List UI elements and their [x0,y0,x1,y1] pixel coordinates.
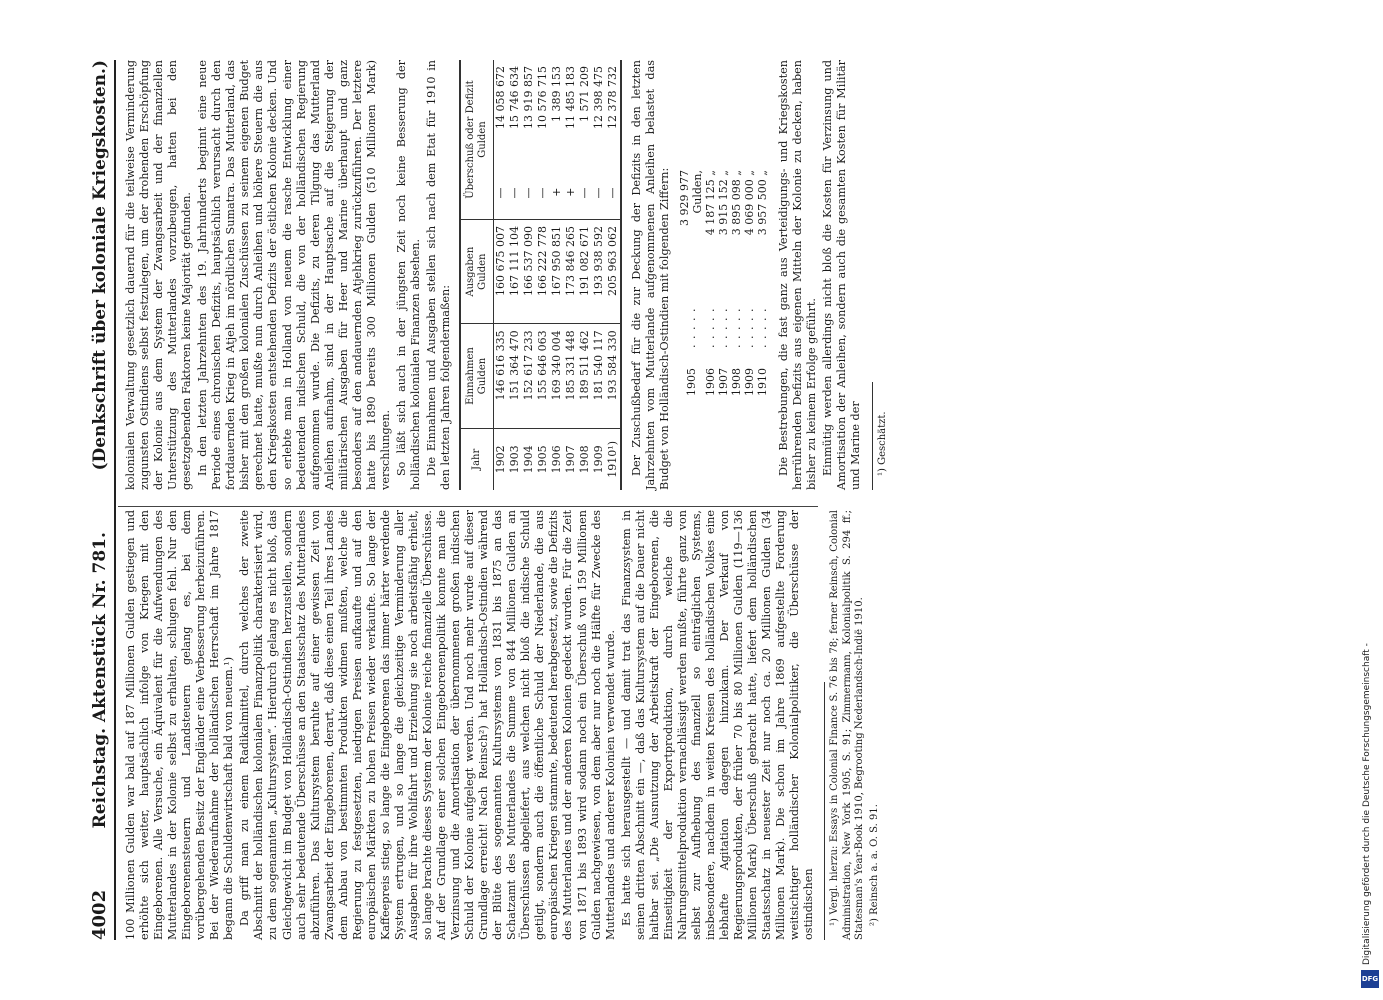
right-paragraph-7: Einmütig werden allerdings nicht bloß die Kosten für Verzinsung und Amortisation der Anleihen, sondern auch die gesamten Kosten für Militär und Marine der [821,60,863,490]
header-left-title: Reichstag. Aktenstück Nr. 781. [90,532,110,829]
table-row: 1903 151 364 470 167 111 104 — 15 746 634 [508,66,522,474]
table-row: 1902 146 616 335 160 675 007 — 14 058 672 [494,66,508,474]
right-paragraph-2: In den letzten Jahrzehnten des 19. Jahrhunderts beginnt eine neue Periode eines chronischen Defizits, hauptsächlich verursacht durch den fortdauernden Krieg in Atjeh im nördlichen Sumatra. Das Mutterland, das bisher mit den großen kolonialen Zuschüssen zu seinem eigenen Budget gerechnet hatte, mußte nun durch Anleihen und höhere Steuern die aus den Kriegskosten entstehenden Defizits der östlichen Kolonie decken. Und so erlebte man in Holland von neuem die rasche Entwicklung einer bedeutenden indischen Schuld, die von der holländischen Regierung aufgenommen wurde. Die Defizits, zu deren Tilgung das Mutterland Anleihen aufnahm, sind in der Hauptsache auf die Steigerung der militärischen Ausgaben für Heer und Marine überhaupt und ganz besonders auf den andauernden Atjehkrieg zurückzuführen. Der letztere hatte bis 1890 bereits 300 Millionen Gulden (510 Millionen Mark) verschlungen. [196,60,392,490]
table-row: 1907 185 331 448 173 846 265 + 11 485 183 [564,66,578,474]
finance-table [459,60,622,490]
right-column [124,60,891,490]
list-item: 1907 . . . . . 3 915 152 „ [717,170,731,396]
dfg-logo-icon: DFG [1361,970,1379,988]
th-expenses: Ausgaben Gulden [460,220,494,324]
table-row: 1909 181 540 117 193 938 592 — 12 398 475 [592,66,606,474]
footnote-1: ¹) Vergl. hierzu: Essays in Colonial Finance S. 76 bis 78; ferner Reinsch, Colonial Administration, New York 1905, S. 91; Zimmermann, Kolonialpolitik S. 294 ff.; Statesman's Year-Book 1910, Begrooting Nederlandsch-Indië 1910. [829,510,866,940]
left-paragraph-2: Da griff man zu einem Radikalmittel, durch welches der zweite Abschnitt der holländischen kolonialen Finanzpolitik charakterisiert wird, zu dem sogenannten „Kultursystem“. Hierdurch gelang es nicht bloß, das Gleichgewicht im Budget von Holländisch-Ostindien herzustellen, sondern auch sehr bedeutende Überschüsse an den Staatsschatz des Mutterlandes abzuführen. Das Kultursystem beruhte auf einer gewissen Zeit von Zwangsarbeit der Eingeborenen, derart, daß diese einen Teil ihres Landes dem Anbau von bestimmten Produkten widmen mußten, welche die Regierung zu festgesetzten, niedrigen Preisen aufkaufte und auf den europäischen Märkten zu hohen Preisen wieder verkaufte. So lange der Kaffeepreis stieg, so lange die Eingeborenen das immer härter werdende System ertrugen, und so lange die gleichzeitige Verminderung aller Ausgaben für ihre Wohlfahrt und Erziehung sie noch arbeitsfähig erhielt, so lange brachte dieses System der Kolonie reiche finanzielle Überschüsse. Auf der Grundlage einer solchen Eingeborenenpolitik konnte man die Verzinsung und die Amortisation der übernommenen großen indischen Schuld der Kolonie aufgelegt werden. Und noch mehr wurde auf dieser Grundlage erreicht! Nach Reinsch²) hat Holländisch-Ostindien während der Blüte des sogenannten Kultursystems von 1831 bis 1875 an das Schatzamt des Mutterlandes die Summe von 844 Millionen Gulden an Überschüssen abgeliefert, aus welchen nicht bloß die indische Schuld getilgt, sondern auch die öffentliche Schuld der Niederlande, die aus europäischen Kriegen stammte, bedeutend herabgesetzt, sowie die Defizits des Mutterlandes und der anderen Kolonien gedeckt wurden. Für die Zeit von 1871 bis 1893 wird sodann noch ein Überschuß von 159 Millionen Gulden nachgewiesen, von dem aber nur noch die Hälfte für Zwecke des Mutterlandes und anderer Kolonien verwendet wurde. [238,510,617,940]
footnote-rule [824,682,825,940]
list-item: 1909 . . . . . 4 069 000 „ [743,170,757,396]
footnote-2: ²) Reinsch a. a. O. S. 91. [868,804,880,926]
list-item: 1908 . . . . . 3 895 098 „ [730,170,744,396]
right-paragraph-3: So läßt sich auch in der jüngsten Zeit noch keine Besserung der holländischen kolonialen Finanzen absehen. [394,60,422,490]
left-paragraph-3: Es hatte sich herausgestellt — und damit trat das Finanzsystem in seinen dritten Abschnitt ein —, daß das Kultursystem auf die Dauer nicht haltbar sei. „Die Ausnutzung der Arbeitskraft der Eingeborenen, die Einseitigkeit der Exportproduktion, durch welche die Nahrungsmittelproduktion vernachlässigt werden mußte, führte ganz von selbst zur Aufhebung des finanziell so einträglichen Systems, insbesondere, nachdem in weiten Kreisen des holländischen Volkes eine lebhafte Agitation dagegen hinzukam. Der Verkauf von Regierungsprodukten, der früher 70 bis 80 Millionen Gulden (119—136 Millionen Mark) Überschuß gebracht hatte, liefert dem holländischen Staatsschatz in neuester Zeit nur noch ca. 20 Millionen Gulden (34 Millionen Mark). Die schon im Jahre 1869 aufgestellte Forderung weitsichtiger holländischer Kolonialpolitiker, die Überschüsse der ostindischen [619,510,816,940]
th-year: Jahr [460,428,494,490]
list-item: 1906 . . . . . 4 187 125 „ [704,170,718,396]
list-item: 1910 . . . . . 3 957 500 „ [756,170,770,396]
column-divider [118,506,818,507]
th-balance: Überschuß oder Defizit Gulden [460,60,494,220]
th-income: Einnahmen Gulden [460,324,494,428]
table-row: 1905 155 646 063 166 222 778 — 10 576 715 [536,66,550,474]
right-paragraph-4: Die Einnahmen und Ausgaben stellen sich nach dem Etat für 1910 in den letzten Jahren folgendermaßen: [424,60,453,490]
footnote-rule-right [872,383,873,491]
table-row: 1904 152 617 233 166 537 090 — 13 919 857 [522,66,536,474]
right-paragraph-6: Die Bestrebungen, die fast ganz aus Verteidigungs- und Kriegskosten herrührenden Defizits aus eigenen Mitteln der Kolonie zu decken, haben bisher zu keinem Erfolge geführt. [777,60,819,490]
right-paragraph-1: kolonialen Verwaltung gesetzlich dauernd für die teilweise Verminderung zugunsten Ostindiens selbst festzulegen, um der drohenden Erschöpfung der Kolonie aus dem System der Zwangsarbeit und der finanziellen Unterstützung des Mutterlandes vorzubeugen, hatten bei den gesetzgebenden Faktoren keine Majorität gefunden. [124,60,194,490]
digitization-credit [1358,10,1380,990]
debt-service-table [678,166,769,400]
table-row: 1910¹) 193 584 330 205 963 062 — 12 378 732 [606,66,620,478]
page-header [80,60,116,940]
table-row: 1906 169 340 004 167 950 851 + 1 389 153 [550,66,564,474]
page-number: 4002 [89,889,110,940]
footnote-right: ¹) Geschätzt. [876,411,888,476]
list-item: 1905 . . . . . 3 929 977 Gulden, [678,170,705,396]
left-column [124,510,883,940]
header-right-title: (Denkschrift über koloniale Kriegskosten.) [90,60,110,471]
right-paragraph-5: Der Zuschußbedarf für die zur Deckung der Defizits in den letzten Jahrzehnten vom Mutterlande aufgenommenen Anleihen belastet das Budget von Holländisch-Ostindien mit folgenden Ziffern: [630,60,672,490]
credit-text: Digitalisierung gefördert durch die Deutsche Forschungsgemeinschaft - [1362,643,1372,965]
left-paragraph-1: 100 Millionen Gulden war bald auf 187 Millionen Gulden gestiegen und erhöhte sich weiter, hauptsächlich infolge von Kriegen mit den Eingeborenen. Alle Versuche, ein Äquivalent für die Aufwendungen des Mutterlandes in der Kolonie selbst zu erhalten, schlugen fehl. Nur den Eingeborenensteuern und Landsteuern gelang es, bei dem vorübergehenden Besitz der Engländer eine Verbesserung herbeizuführen. Bei der Wiederaufnahme der holländischen Herrschaft im Jahre 1817 begann die Schuldenwirtschaft bald von neuem.¹) [124,510,236,940]
table-row: 1908 189 511 462 191 082 671 — 1 571 209 [578,66,592,474]
